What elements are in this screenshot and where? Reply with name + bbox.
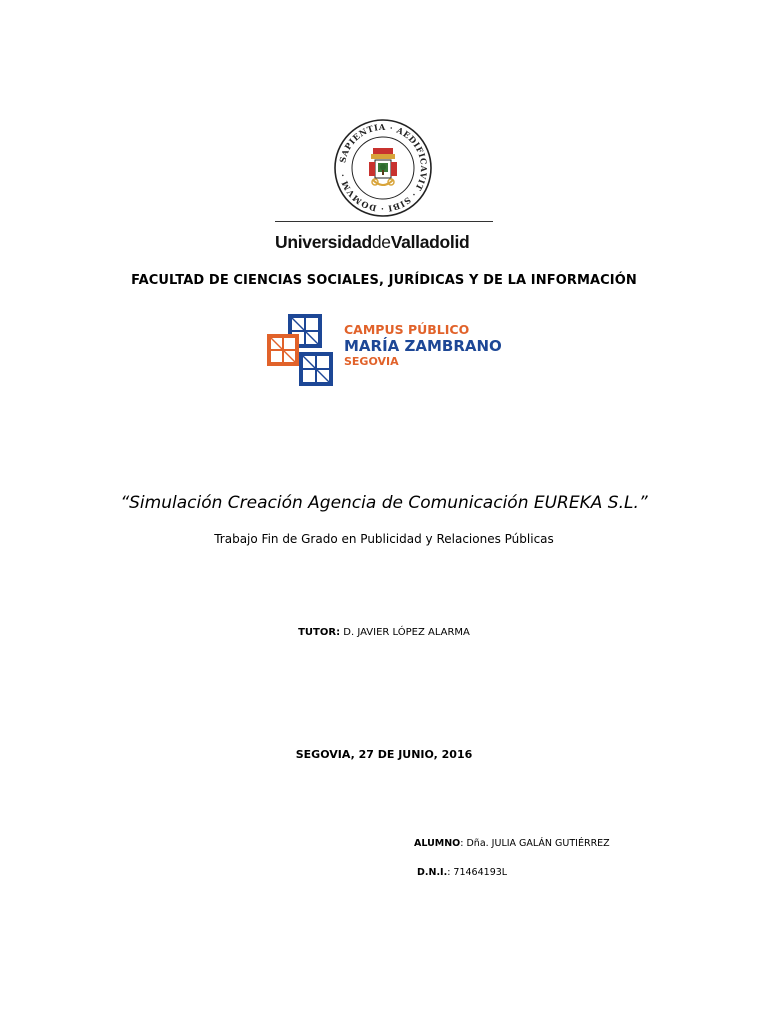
university-name-part3: Valladolid (390, 232, 470, 252)
university-name-part2: de (371, 232, 391, 252)
university-seal-logo (333, 118, 433, 218)
tutor-label: TUTOR: (298, 627, 341, 638)
campus-name-block (344, 322, 502, 369)
faculty-heading: FACULTAD DE CIENCIAS SOCIALES, JURÍDICAS Y DE LA INFORMACIÓN (131, 273, 637, 288)
campus-line-3: SEGOVIA (344, 355, 399, 368)
place-date: SEGOVIA, 27 DE JUNIO, 2016 (295, 748, 473, 761)
dni-value: : 71464193L (447, 867, 508, 878)
campus-line-2: MARÍA ZAMBRANO (344, 337, 502, 355)
work-title: “Simulación Creación Agencia de Comunicación EUREKA S.L.” (120, 493, 648, 513)
svg-text:SAPIENTIA · AEDIFICAVIT · SIBI: SAPIENTIA · AEDIFICAVIT · SIBI · DOMVM · (337, 121, 430, 215)
student-label: ALUMNO (414, 838, 461, 849)
student-line (414, 838, 610, 849)
dni-label: D.N.I. (417, 867, 448, 878)
campus-logo-icon (267, 314, 345, 388)
university-name (275, 232, 505, 253)
work-subtitle: Trabajo Fin de Grado en Publicidad y Relaciones Públicas (214, 532, 554, 546)
university-divider (275, 221, 493, 222)
tutor-line (0, 627, 768, 638)
campus-line-1: CAMPUS PÚBLICO (344, 322, 470, 337)
tutor-value: D. JAVIER LÓPEZ ALARMA (340, 627, 470, 638)
dni-line (417, 867, 507, 878)
student-value: : Dña. JULIA GALÁN GUTIÉRREZ (460, 838, 610, 849)
university-name-part1: Universidad (275, 232, 372, 252)
